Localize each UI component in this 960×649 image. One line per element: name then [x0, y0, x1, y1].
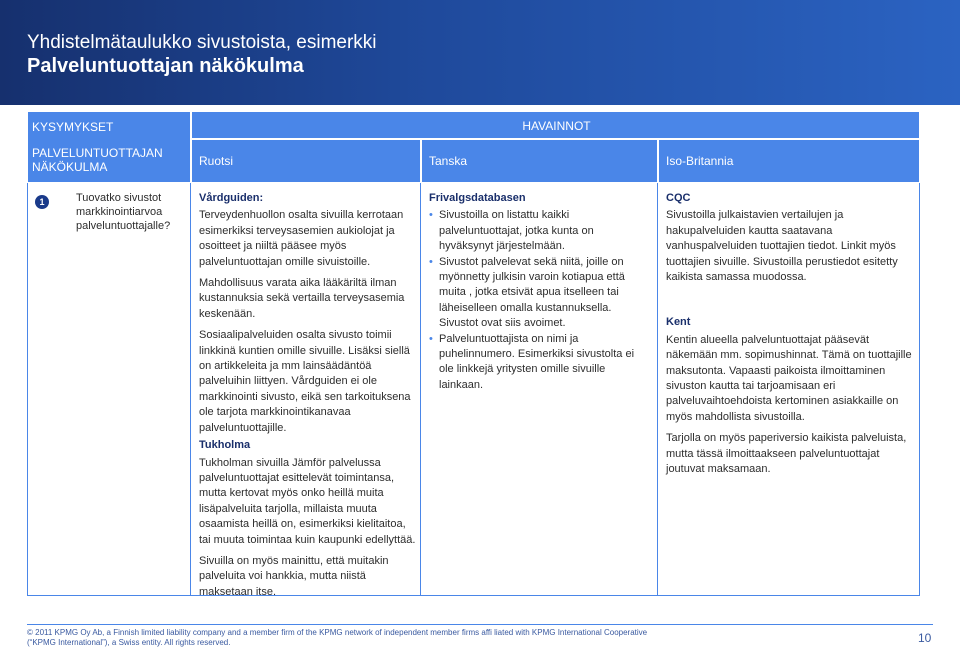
question-text: Tuovatko sivustot markkinointiarvoa palveluntuottajalle?	[76, 192, 171, 232]
footer-copyright	[27, 628, 727, 648]
uk-p1: Sivustoilla julkaistavien vertailujen ja hakupalveluiden kautta saatavana vanhuspalveluiden tuottajien tiedot. Linkit myös tuottajien sivuille. Sivustoilla perustiedot esitetty kaikista samassa muodossa.	[666, 209, 898, 284]
uk-p3: Tarjolla on myös paperiversio kaikista palveluista, mutta tässä ilmoittaakseen palveluntuottajat joutuvat maksamaan.	[666, 432, 907, 476]
body-col-questions	[27, 183, 191, 596]
sweden-p5: Sivuilla on myös mainittu, että muitakin palveluita voi hankkia, mutta niistä maksetaan itse.	[199, 554, 389, 598]
header-perspective-label: PALVELUNTUOTTAJAN NÄKÖKULMA	[32, 146, 163, 174]
header-questions	[27, 111, 191, 183]
denmark-bullet: • Palveluntuottajista on nimi ja puhelinnumero. Esimerkiksi sivustolta ei ole linkkejä yritysten omille sivuille lainkaan.	[429, 332, 651, 394]
sweden-heading2: Tukholma	[199, 439, 251, 452]
denmark-bullet: • Sivustoilla on listattu kaikki palveluntuottajat, jotka kunta on hyväksynyt järjestelmään.	[429, 208, 651, 254]
footer-line-2: (“KPMG International”), a Swiss entity. All rights reserved.	[27, 638, 231, 647]
header-col-denmark	[421, 139, 658, 183]
row-number-badge: 1	[35, 195, 49, 209]
footer-divider	[27, 624, 933, 625]
header-col-sweden	[191, 139, 421, 183]
header-observations-label: HAVAINNOT	[522, 119, 591, 133]
uk-heading: CQC	[666, 192, 691, 204]
uk-cell	[666, 191, 916, 478]
header-questions-label: KYSYMYKSET	[32, 120, 114, 134]
header-col-uk	[658, 139, 920, 183]
header-col-sweden-label: Ruotsi	[199, 154, 234, 168]
header-observations	[191, 111, 920, 139]
header-col-uk-label: Iso-Britannia	[666, 154, 734, 168]
uk-heading2: Kent	[666, 316, 691, 329]
sweden-p2: Mahdollisuus varata aika lääkäriltä ilman kustannuksia sekä vertailla terveysasemia keskenään.	[199, 277, 405, 320]
sweden-p4: Tukholman sivuilla Jämför palvelussa palveluntuottajat esittelevät toimintansa, mutta kertovat myös onko heillä muita lisäpalveluita tarjolla, millaista muuta osaamista heillä on, esimerkiksi kielitaitoa, tai muuta toimintaa kuin kaupunki edellyttää.	[199, 456, 416, 546]
denmark-heading: Frivalgsdatabasen	[429, 192, 526, 204]
slide-subtitle: Palveluntuottajan näkökulma	[27, 55, 304, 77]
sweden-cell	[199, 191, 417, 600]
sweden-p1: Terveydenhuollon osalta sivuilla kerrotaan esimerkiksi terveysasemien aukiolojat ja osoitteet ja niiltä pääsee myös palveluntuottajan omille sivuistoille.	[199, 209, 404, 268]
sweden-p3: Sosiaalipalveluiden osalta sivusto toimii linkkinä kuntien omille sivuille. Lisäksi siellä on artikkeleita ja mm lainsäädäntöä palveluihin liittyen. Vårdguiden ei ole markkinointi sivusto, eikä sen tarkoituksena ole tarjota markkinointikanavaa palveluntuottajille.	[199, 329, 411, 434]
sweden-heading: Vårdguiden:	[199, 192, 264, 204]
header-col-denmark-label: Tanska	[429, 154, 468, 168]
denmark-bullet: • Sivustot palvelevat sekä niitä, joille on myönnetty julkisin varoin kotiapua että muita , jotka etsivät apua itselleen tai läheiselleen omalla kustannuksella. Sivustot ovat siis avoimet.	[429, 255, 651, 332]
denmark-cell	[429, 191, 651, 393]
denmark-bullet-list	[429, 208, 651, 393]
slide-title: Yhdistelmätaulukko sivustoista, esimerkki	[27, 32, 377, 53]
page-number: 10	[918, 631, 932, 645]
footer-line-1: © 2011 KPMG Oy Ab, a Finnish limited liability company and a member firm of the KPMG network of independent member firms affi liated with KPMG International Cooperative	[27, 628, 648, 637]
uk-p2: Kentin alueella palveluntuottajat pääsevät näkemään mm. sopimushinnat. Tämä on tuottajille maksutonta. Vapaasti paikoista ilmoittaminen sivuston kautta tai tarjoamisaan eri palveluvaihtoehdoista kertominen asiakkaille on myös mahdollista sivustoilla.	[666, 333, 912, 423]
